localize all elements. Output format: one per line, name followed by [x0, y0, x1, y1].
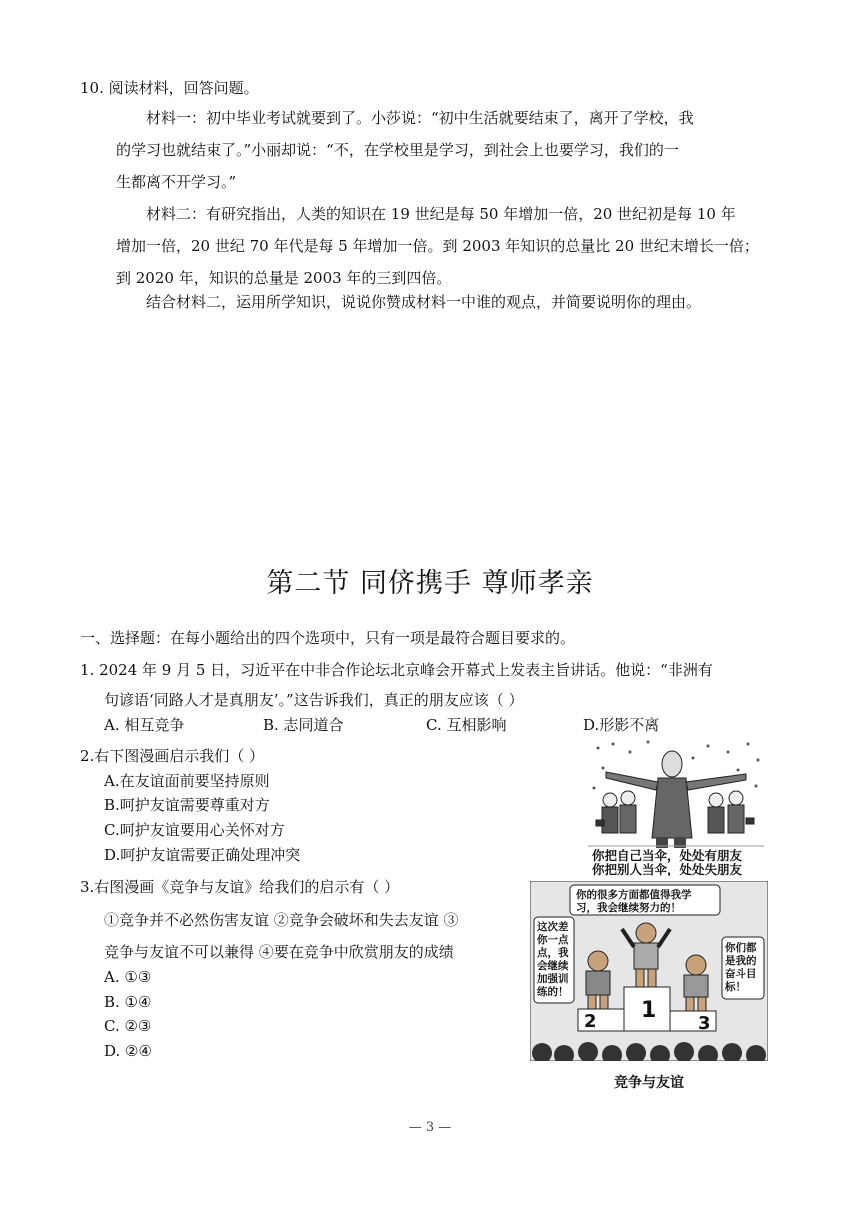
- q1-option-d: D.形影不离: [583, 716, 660, 734]
- q1-option-a: A. 相互竞争: [104, 716, 185, 734]
- bubble-left-line5: 加强训: [537, 973, 569, 985]
- bubble-left-line4: 会继续: [537, 960, 569, 972]
- q2-option-d: D.呵护友谊需要正确处理冲突: [104, 846, 301, 864]
- competition-cartoon-caption: 竞争与友谊: [614, 1075, 684, 1091]
- q1-option-c: C. 互相影响: [426, 716, 507, 734]
- q2-option-b: B.呵护友谊需要尊重对方: [104, 796, 270, 814]
- bubble-top-line2: 习，我会继续努力的！: [576, 902, 681, 914]
- q10-material2-line1: 材料二：有研究指出，人类的知识在 19 世纪是每 50 年增加一倍，20 世纪初是每 10 年: [146, 205, 736, 223]
- page-number: — 3 —: [408, 1120, 452, 1135]
- podium-first: 1: [641, 998, 657, 1023]
- bubble-left-line2: 你一点: [537, 934, 569, 946]
- q10-material1-line3: 生都离不开学习。”: [116, 173, 237, 191]
- q3-option-b: B. ①④: [104, 993, 152, 1011]
- bubble-right-line3: 奋斗目: [725, 968, 757, 980]
- bubble-right-line4: 标！: [725, 981, 746, 993]
- q2-stem: 2.右下图漫画启示我们（ ）: [80, 747, 265, 765]
- bubble-right-line1: 你们都: [725, 942, 757, 954]
- q1-stem-line2: 句谚语‘同路人才是真朋友’。”这告诉我们，真正的朋友应该（ ）: [104, 691, 524, 709]
- q10-material1-line2: 的学习也就结束了。”小丽却说：“不，在学校里是学习，到社会上也要学习，我们的一: [116, 141, 679, 159]
- q10-question: 结合材料二，运用所学知识，说说你赞成材料一中谁的观点，并简要说明你的理由。: [146, 293, 702, 311]
- q10-material2-line3: 到 2020 年，知识的总量是 2003 年的三到四倍。: [116, 269, 452, 287]
- bubble-top-line1: 你的很多方面都值得我学: [576, 889, 692, 901]
- umbrella-cartoon: [588, 738, 764, 876]
- bubble-right-line2: 是我的: [725, 955, 757, 967]
- q3-statements-line2: 竞争与友谊不可以兼得 ④要在竞争中欣赏朋友的成绩: [104, 943, 454, 961]
- bubble-left-line1: 这次差: [537, 921, 569, 933]
- competition-friendship-cartoon: [530, 881, 768, 1061]
- q1-stem-line1: 1. 2024 年 9 月 5 日，习近平在中非合作论坛北京峰会开幕式上发表主旨讲话。他说：“非洲有: [80, 661, 713, 679]
- q3-statements-line1: ①竞争并不必然伤害友谊 ②竞争会破坏和失去友谊 ③: [104, 911, 459, 929]
- q3-option-a: A. ①③: [104, 968, 152, 986]
- q1-option-b: B. 志同道合: [263, 716, 344, 734]
- q2-option-c: C.呵护友谊要用心关怀对方: [104, 821, 285, 839]
- q2-option-a: A.在友谊面前要坚持原则: [104, 772, 270, 790]
- part1-header: 一、选择题：在每小题给出的四个选项中，只有一项是最符合题目要求的。: [80, 629, 576, 647]
- q3-option-d: D. ②④: [104, 1042, 152, 1060]
- q3-option-c: C. ②③: [104, 1017, 152, 1035]
- umbrella-caption-line2: 你把别人当伞，处处失朋友: [592, 862, 743, 876]
- podium-third: 3: [698, 1013, 711, 1034]
- q3-stem: 3.右图漫画《竞争与友谊》给我们的启示有（ ）: [80, 878, 400, 896]
- umbrella-caption-line1: 你把自己当伞，处处有朋友: [592, 848, 743, 863]
- podium-second: 2: [584, 1011, 597, 1032]
- q10-stem: 10. 阅读材料，回答问题。: [80, 79, 259, 97]
- q10-material1-line1: 材料一：初中毕业考试就要到了。小莎说：“初中生活就要结束了，离开了学校，我: [146, 109, 694, 127]
- bubble-left-line6: 练的！: [537, 986, 569, 998]
- section-title: 第二节 同侪携手 尊师孝亲: [266, 568, 594, 599]
- bubble-left-line3: 点，我: [537, 947, 569, 959]
- q10-material2-line2: 增加一倍，20 世纪 70 年代是每 5 年增加一倍。到 2003 年知识的总量比 20 世纪末增长一倍；: [116, 237, 759, 255]
